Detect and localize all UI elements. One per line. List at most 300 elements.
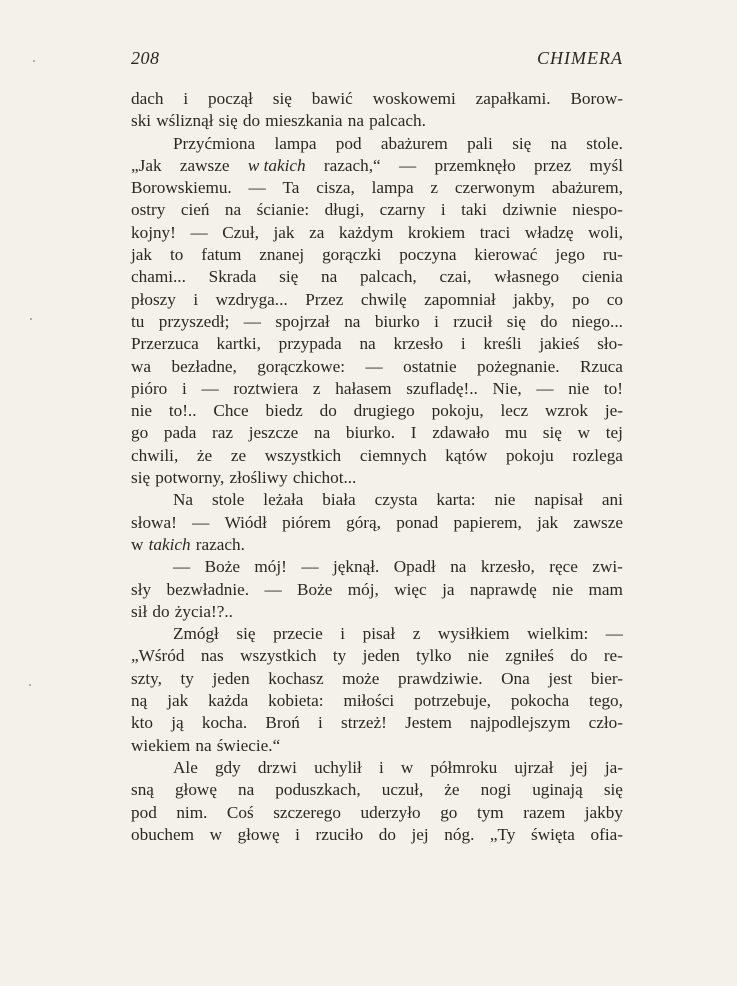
word: gorączki [322,245,382,265]
word: czło- [588,713,623,733]
word: nie [494,490,516,510]
word: za [309,222,325,242]
word: zawsze [573,512,623,532]
word: po [572,289,590,309]
running-title: CHIMERA [537,48,623,68]
word: na [313,423,331,443]
word: razach. [195,534,245,554]
word: uchylił [314,757,362,777]
word: mieszkania [265,111,343,131]
word: uginają [532,780,583,800]
word: krzesło, [480,557,535,577]
word: zdawało [432,423,490,443]
word: Ta [282,178,300,198]
word: pali [467,133,493,153]
word: — [192,512,210,532]
text-line [131,512,623,534]
text-line [131,579,623,601]
word: na [224,200,242,220]
word: na [359,334,376,354]
word: nie [568,378,590,398]
word: strzeż! [341,713,387,733]
word: napisał [534,490,584,510]
word: naprawdę [469,579,537,599]
word: abażurem, [551,178,623,198]
word: przypada [278,334,342,354]
word: ujrzał [514,757,554,777]
word: uczuł, [381,780,424,800]
word: re- [603,646,623,666]
word: na [344,311,361,331]
word: tej [605,423,623,443]
word: czerwonym [454,178,536,198]
word: nas [200,646,224,666]
word: do [319,401,337,421]
word: — [264,579,282,599]
word: — [248,178,266,198]
body-text [131,88,623,846]
word: bezwładnie. [166,579,250,599]
word: począł [208,89,253,108]
word: i [460,334,466,354]
word: biurko [374,311,420,331]
word: jak [167,691,189,711]
word: „Wśród [131,646,185,666]
text-line [131,244,623,266]
word: każda [208,691,249,711]
word: pióro [131,378,168,398]
word: jakby, [513,289,555,309]
word: kątów [445,445,488,465]
word: palcach, [359,267,417,287]
word: papierem, [453,512,522,532]
word: zgniłeś [505,646,554,666]
word: cień [180,200,210,220]
word: nóg. [444,824,475,844]
word: Coś [226,802,254,822]
word: — [201,378,219,398]
word: szty, [131,668,162,688]
word: życia!?.. [174,601,233,621]
text-line [131,311,623,333]
word: lecz [500,401,529,421]
word: w [131,534,144,554]
word: sną [131,780,154,800]
word: przemknęło [434,155,516,175]
word: na [550,133,567,153]
text-line [131,378,623,400]
text-line [131,824,623,846]
word: — [173,557,191,577]
word: jęknął. [332,557,380,577]
word: się [279,267,299,287]
word: ja [442,579,455,599]
word: Boże [297,579,333,599]
word: w [577,423,590,443]
text-line [131,445,623,467]
text-line [131,222,623,244]
word: do [378,824,396,844]
word: do [242,111,261,131]
word: prawdziwie. [398,668,483,688]
word: ofia- [590,824,623,844]
word: kobieta: [268,691,324,711]
word: kojny! [131,222,176,242]
word: jak [131,245,152,265]
word: tu [131,311,145,331]
word: wa [131,356,152,376]
word: gorączkowe: [257,356,346,376]
word: i [295,824,300,844]
paper-speck [29,684,31,686]
word: to!.. [168,401,197,421]
paper-speck [30,318,32,320]
word: kierować [474,245,538,265]
word: z [312,378,321,398]
word: kocha. [201,713,248,733]
word: ru- [602,245,623,265]
word: cienia [581,267,623,287]
word: pokoju, [431,401,484,421]
word: czai, [439,267,472,287]
word: i [440,200,446,220]
word: woli, [588,222,623,242]
word: szczerego [273,802,341,822]
word: pod [131,802,157,822]
word: jeszcze [248,423,299,443]
word: spojrzał [275,311,330,331]
word: wzdryga... [215,289,288,309]
word: mam [588,579,623,599]
word: wysiłkiem [437,624,510,644]
text-line [131,779,623,801]
word: — [301,557,319,577]
word: zapomniał [424,289,496,309]
word: ciemnych [359,445,427,465]
word: Przyćmiona [173,133,256,153]
word: Nie, [492,378,522,398]
word: Przerzuca [131,334,199,354]
word: czarny [379,200,426,220]
word: go [440,802,458,822]
word: nie [467,646,489,666]
word: palcach. [369,111,426,131]
word: to! [603,378,623,398]
word: ski [131,111,152,131]
word: stole [211,490,245,510]
word: głowę [174,780,217,800]
word: jeden [212,668,250,688]
word: się [506,311,526,331]
word: sły [131,579,152,599]
word: bier- [590,668,623,688]
word: ręce [549,557,578,577]
text-line [131,668,623,690]
word: wielkim: [527,624,589,644]
text-line [131,712,623,734]
word: poduszkach, [275,780,361,800]
text-line [131,690,623,712]
text-line [131,489,623,511]
word: bawić [311,89,353,108]
word: świecie.“ [216,735,281,755]
word: się [272,89,292,108]
text-line [131,88,623,110]
word: przecie [273,624,323,644]
word: biurko. [345,423,396,443]
word: ostry [131,200,166,220]
word: z [430,178,439,198]
word: razem [523,802,566,822]
word: rzuciło [315,824,364,844]
word: nie [131,401,152,421]
text-line [131,556,623,578]
word: jak [537,512,559,532]
word: sło- [597,334,623,354]
word: cisza, [316,178,355,198]
word: do [152,601,170,621]
word: lampa [371,178,414,198]
word: przez [534,155,572,175]
word: pada [163,423,197,443]
word: Na [173,490,194,510]
word: się [542,423,562,443]
word: jakby [584,802,623,822]
word: wszystkich [264,445,342,465]
word: ty [332,646,347,666]
page-header [131,48,623,74]
word: pod [335,133,362,153]
word: biedz [265,401,303,421]
word: w [209,824,222,844]
word: władzę [524,222,574,242]
word: Przez [305,289,344,309]
word: i [181,378,187,398]
word: płoszy [131,289,176,309]
word: wśliznął [156,111,214,131]
word: tym [476,802,504,822]
word: nie [552,579,574,599]
word: miłości [343,691,395,711]
word: i [378,757,384,777]
word: święta [531,824,575,844]
text-line [131,623,623,645]
word: znanej [259,245,305,265]
word: — [399,155,417,175]
word: własnego [494,267,560,287]
word: chami... [131,267,186,287]
word: niespo- [572,200,623,220]
word: złośliwy [229,468,288,488]
word: najpodlejszym [470,713,571,733]
word: na [347,111,364,131]
word: z [412,624,421,644]
word: kto [131,713,153,733]
text-line [131,289,623,311]
word: pokocha [510,691,570,711]
word: zapałkami. [475,89,551,108]
word: mu [505,423,528,443]
word: może [342,668,380,688]
word: Boże [204,557,240,577]
word: — [243,311,261,331]
word: tylko [416,646,452,666]
word: sił [131,601,148,621]
word: razach,“ [323,155,381,175]
word: uderzyło [360,802,421,822]
word: Broń [265,713,300,733]
word: raz [212,423,233,443]
page-number: 208 [131,48,160,68]
word: woskowemi [372,89,456,108]
word: długi, [324,200,365,220]
word: mój! [254,557,287,577]
word: przyszedł; [158,311,230,331]
text-line [131,735,623,757]
text-line [131,177,623,199]
word: piórem [282,512,331,532]
word: w takich [247,155,306,175]
word: wszystkich [240,646,317,666]
text-line [131,601,623,623]
word: to [169,245,184,265]
word: potworny, [155,468,225,488]
text-line [131,333,623,355]
text-line [131,110,623,132]
word: czysta [374,490,418,510]
word: górą, [346,512,381,532]
word: niego... [571,311,623,331]
word: jest [548,668,573,688]
word: roztwiera [233,378,299,398]
word: „Ty [489,824,516,844]
word: jak [273,222,295,242]
word: I [410,423,417,443]
word: i [193,289,199,309]
word: ani [601,490,623,510]
word: jakieś [539,334,580,354]
paper-speck [33,60,35,62]
word: kartki, [216,334,261,354]
word: obuchem [131,824,195,844]
word: Skrada [208,267,257,287]
word: ja- [604,757,623,777]
word: jeden [362,646,400,666]
word: Rzuca [579,356,623,376]
word: — [536,378,554,398]
word: kochasz [268,668,324,688]
word: zwi- [592,557,623,577]
text-line [131,422,623,444]
word: krzesło [393,334,444,354]
text-line [131,266,623,288]
word: mój, [347,579,379,599]
word: drzwi [257,757,297,777]
word: rozlega [572,445,623,465]
word: bezładne, [171,356,237,376]
word: do [540,311,558,331]
word: Borow- [570,89,623,108]
word: głowę [237,824,280,844]
word: biała [322,490,356,510]
word: ostatnie [403,356,457,376]
text-line [131,645,623,667]
word: chwili, [131,445,179,465]
text-line [131,155,623,177]
word: Czuł, [222,222,259,242]
word: rzucił [453,311,493,331]
word: poczyna [399,245,457,265]
word: je- [604,401,623,421]
word: pisał [362,624,396,644]
word: się [236,624,256,644]
word: się [512,133,532,153]
word: — [605,624,623,644]
text-line [131,757,623,779]
word: na [450,557,467,577]
word: krokiem [407,222,466,242]
word: takich [148,534,191,554]
word: i [318,713,323,733]
word: gdy [214,757,241,777]
word: leżała [263,490,304,510]
word: ją [171,713,184,733]
word: — [365,356,383,376]
word: jego [555,245,585,265]
word: że [444,780,460,800]
word: zawsze [179,155,230,175]
word: ty [180,668,194,688]
word: i [340,624,346,644]
word: szufladę!.. [406,378,478,398]
word: słowa! [131,512,177,532]
word: do [570,646,588,666]
word: nogi [480,780,512,800]
word: i [434,311,439,331]
word: ze [230,445,247,465]
word: stole. [586,133,623,153]
word: pokoju [505,445,554,465]
text-line [131,133,623,155]
word: dziwnie [502,200,557,220]
word: Ale [173,757,198,777]
word: się [131,468,151,488]
word: się [218,111,238,131]
word: drugiego [353,401,415,421]
word: Opadł [393,557,436,577]
word: lampa [274,133,317,153]
word: na [320,267,338,287]
text-line [131,356,623,378]
word: wzrok [545,401,588,421]
word: każdym [338,222,394,242]
word: Jestem [405,713,452,733]
word: półmroku [430,757,498,777]
word: — [190,222,208,242]
word: chichot... [292,468,357,488]
word: abażurem [380,133,448,153]
word: na [195,735,212,755]
word: traci [479,222,511,242]
word: Ona [501,668,530,688]
word: taki [461,200,487,220]
word: ponad [396,512,439,532]
word: jej [411,824,429,844]
word: się [603,780,623,800]
text-line [131,534,623,556]
word: ną [131,691,148,711]
word: i [183,89,189,108]
